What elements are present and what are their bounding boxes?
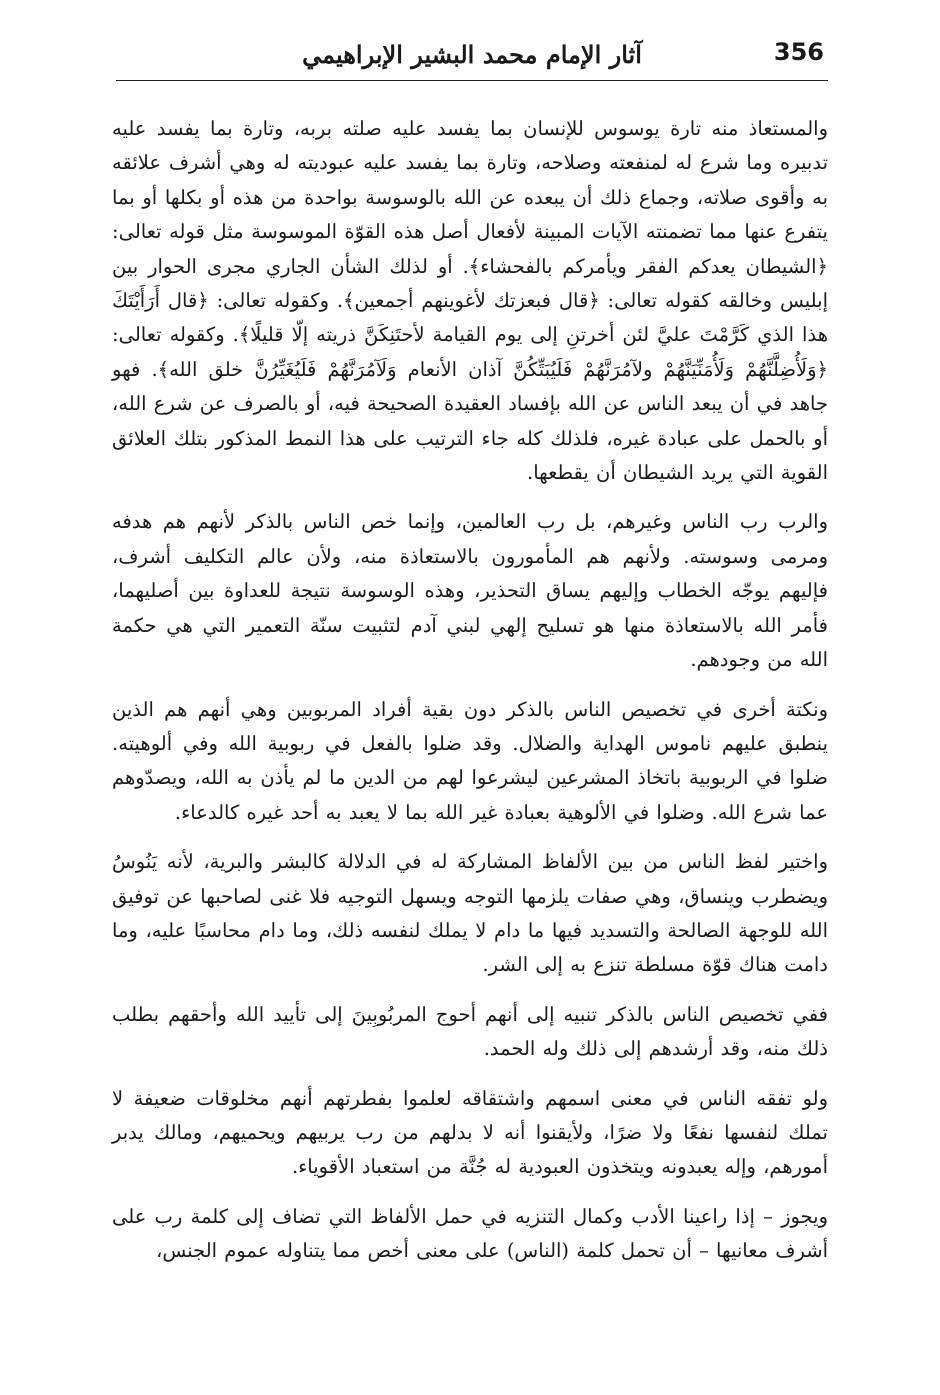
paragraph-7: ويجوز – إذا راعينا الأدب وكمال التنزيه في حمل الألفاظ التي تضاف إلى كلمة رب على أشرف معانيها – أن تحمل كلمة (الناس) على معنى أخص مما يتناوله عموم الجنس، xyxy=(112,1204,828,1263)
paragraph-6: ولو تفقه الناس في معنى اسمهم واشتقاقه لعلموا بفطرتهم أنهم مخلوقات ضعيفة لا تملك لنفسها نفعًا ولا ضرًا، ولأيقنوا أنه لا بدلهم من رب يربيهم ويحميهم، ومالك يدبر أمورهم، وإله يعبدونه ويتخذون العبودية له جُنَّة من استعباد الأقوياء. xyxy=(112,1086,828,1179)
paragraph-2: والرب رب الناس وغيرهم، بل رب العالمين، وإنما خص الناس بالذكر لأنهم هم هدفه ومرمى وسوسته. ولأنهم هم المأمورون بالاستعاذة منه، ولأن عالم التكليف أشرف، فإليهم يوجّه الخطاب وإليهم يساق التحذير، وهذه الوسوسة نتيجة للعداوة بين أصليهما، فأمر الله بالاستعاذة منها هو تسليح إلهي لبني آدم لتثبيت سنّة التعمير التي هي حكمة الله من وجودهم. xyxy=(112,510,828,672)
page-header xyxy=(118,34,826,76)
paragraph-3: ونكتة أخرى في تخصيص الناس بالذكر دون بقية أفراد المربوبين وهي أنهم هم الذين ينطبق عليهم ناموس الهداية والضلال. وقد ضلوا بالفعل في ربوبية الله وفي ألوهيته. ضلوا في الربوبية باتخاذ المشرعين ليشرعوا لهم من الدين ما لم يأذن به الله، ويصدّوهم عما شرع الله. وضلوا في الألوهية بعبادة غير الله بما لا يعبد به أحد غيره كالدعاء. xyxy=(112,697,828,824)
header-rule xyxy=(116,80,828,81)
page-number: 356 xyxy=(773,38,824,66)
paragraph-5: ففي تخصيص الناس بالذكر تنبيه إلى أنهم أحوج المربُوبِينَ إلى تأييد الله وأحقهم بطلب ذلك منه، وقد أرشدهم إلى ذلك وله الحمد. xyxy=(112,1002,828,1061)
page-body xyxy=(112,112,828,1284)
paragraph-1: والمستعاذ منه تارة يوسوس للإنسان بما يفسد عليه صلته بربه، وتارة بما يفسد عليه تدبيره وما شرع له لمنفعته وصلاحه، وتارة بما يفسد عليه عبوديته له وهي أشرف علائقه به وأقوى صلاته، وجماع ذلك أن يبعده عن الله بالوسوسة بواحدة من هذه أو بكلها أو بما يتفرع عنها مما تضمنته الآيات المبينة لأفعال أصل هذه القوّة الموسوسة مثل قوله تعالى: ﴿الشيطان يعدكم الفقر ويأمركم بالفحشاء﴾. أو لذلك الشأن الجاري مجرى الحوار بين إبليس وخالقه كقوله تعالى: ﴿قال فبعزتك لأغوينهم أجمعين﴾. وكقوله تعالى: ﴿قال أَرَأَيْتَكَ هذا الذي كَرَّمْتَ عليَّ لئن أخرتنِ إلى يوم القيامة لأحتَنِكَنَّ ذريته إلّا قليلًا﴾. وكقوله تعالى: ﴿وَلَأُضِلَّنَّهُمْ وَلَأُمَنِّيَنَّهُمْ ولآمُرَنَّهُمْ فَلَيُبَتِّكُنَّ آذان الأنعام وَلَآمُرَنَّهُمْ فَلَيُغَيِّرُنَّ خلق الله﴾. فهو جاهد في أن يبعد الناس عن الله بإفساد العقيدة الصحيحة فيه، أو بالصرف عن شرع الله، أو بالحمل على عبادة غيره، فلذلك كله جاء الترتيب على هذا النمط المذكور بتلك العلائق القوية التي يريد الشيطان أن يقطعها. xyxy=(112,117,828,485)
paragraph-4: واختير لفظ الناس من بين الألفاظ المشاركة له في الدلالة كالبشر والبرية، لأنه يَنُوسُ ويضطرب وينساق، وهي صفات يلزمها التوجه ويسهل التوجيه فلا غنى لصاحبها عن توفيق الله للوجهة الصالحة والتسديد فيها ما دام لا يملك لنفسه ذلك، وما دام محاسبًا عليه، وما دامت هناك قوّة مسلطة تنزع به إلى الشر. xyxy=(112,850,828,977)
running-title: آثار الإمام محمد البشير الإبراهيمي xyxy=(302,40,642,69)
